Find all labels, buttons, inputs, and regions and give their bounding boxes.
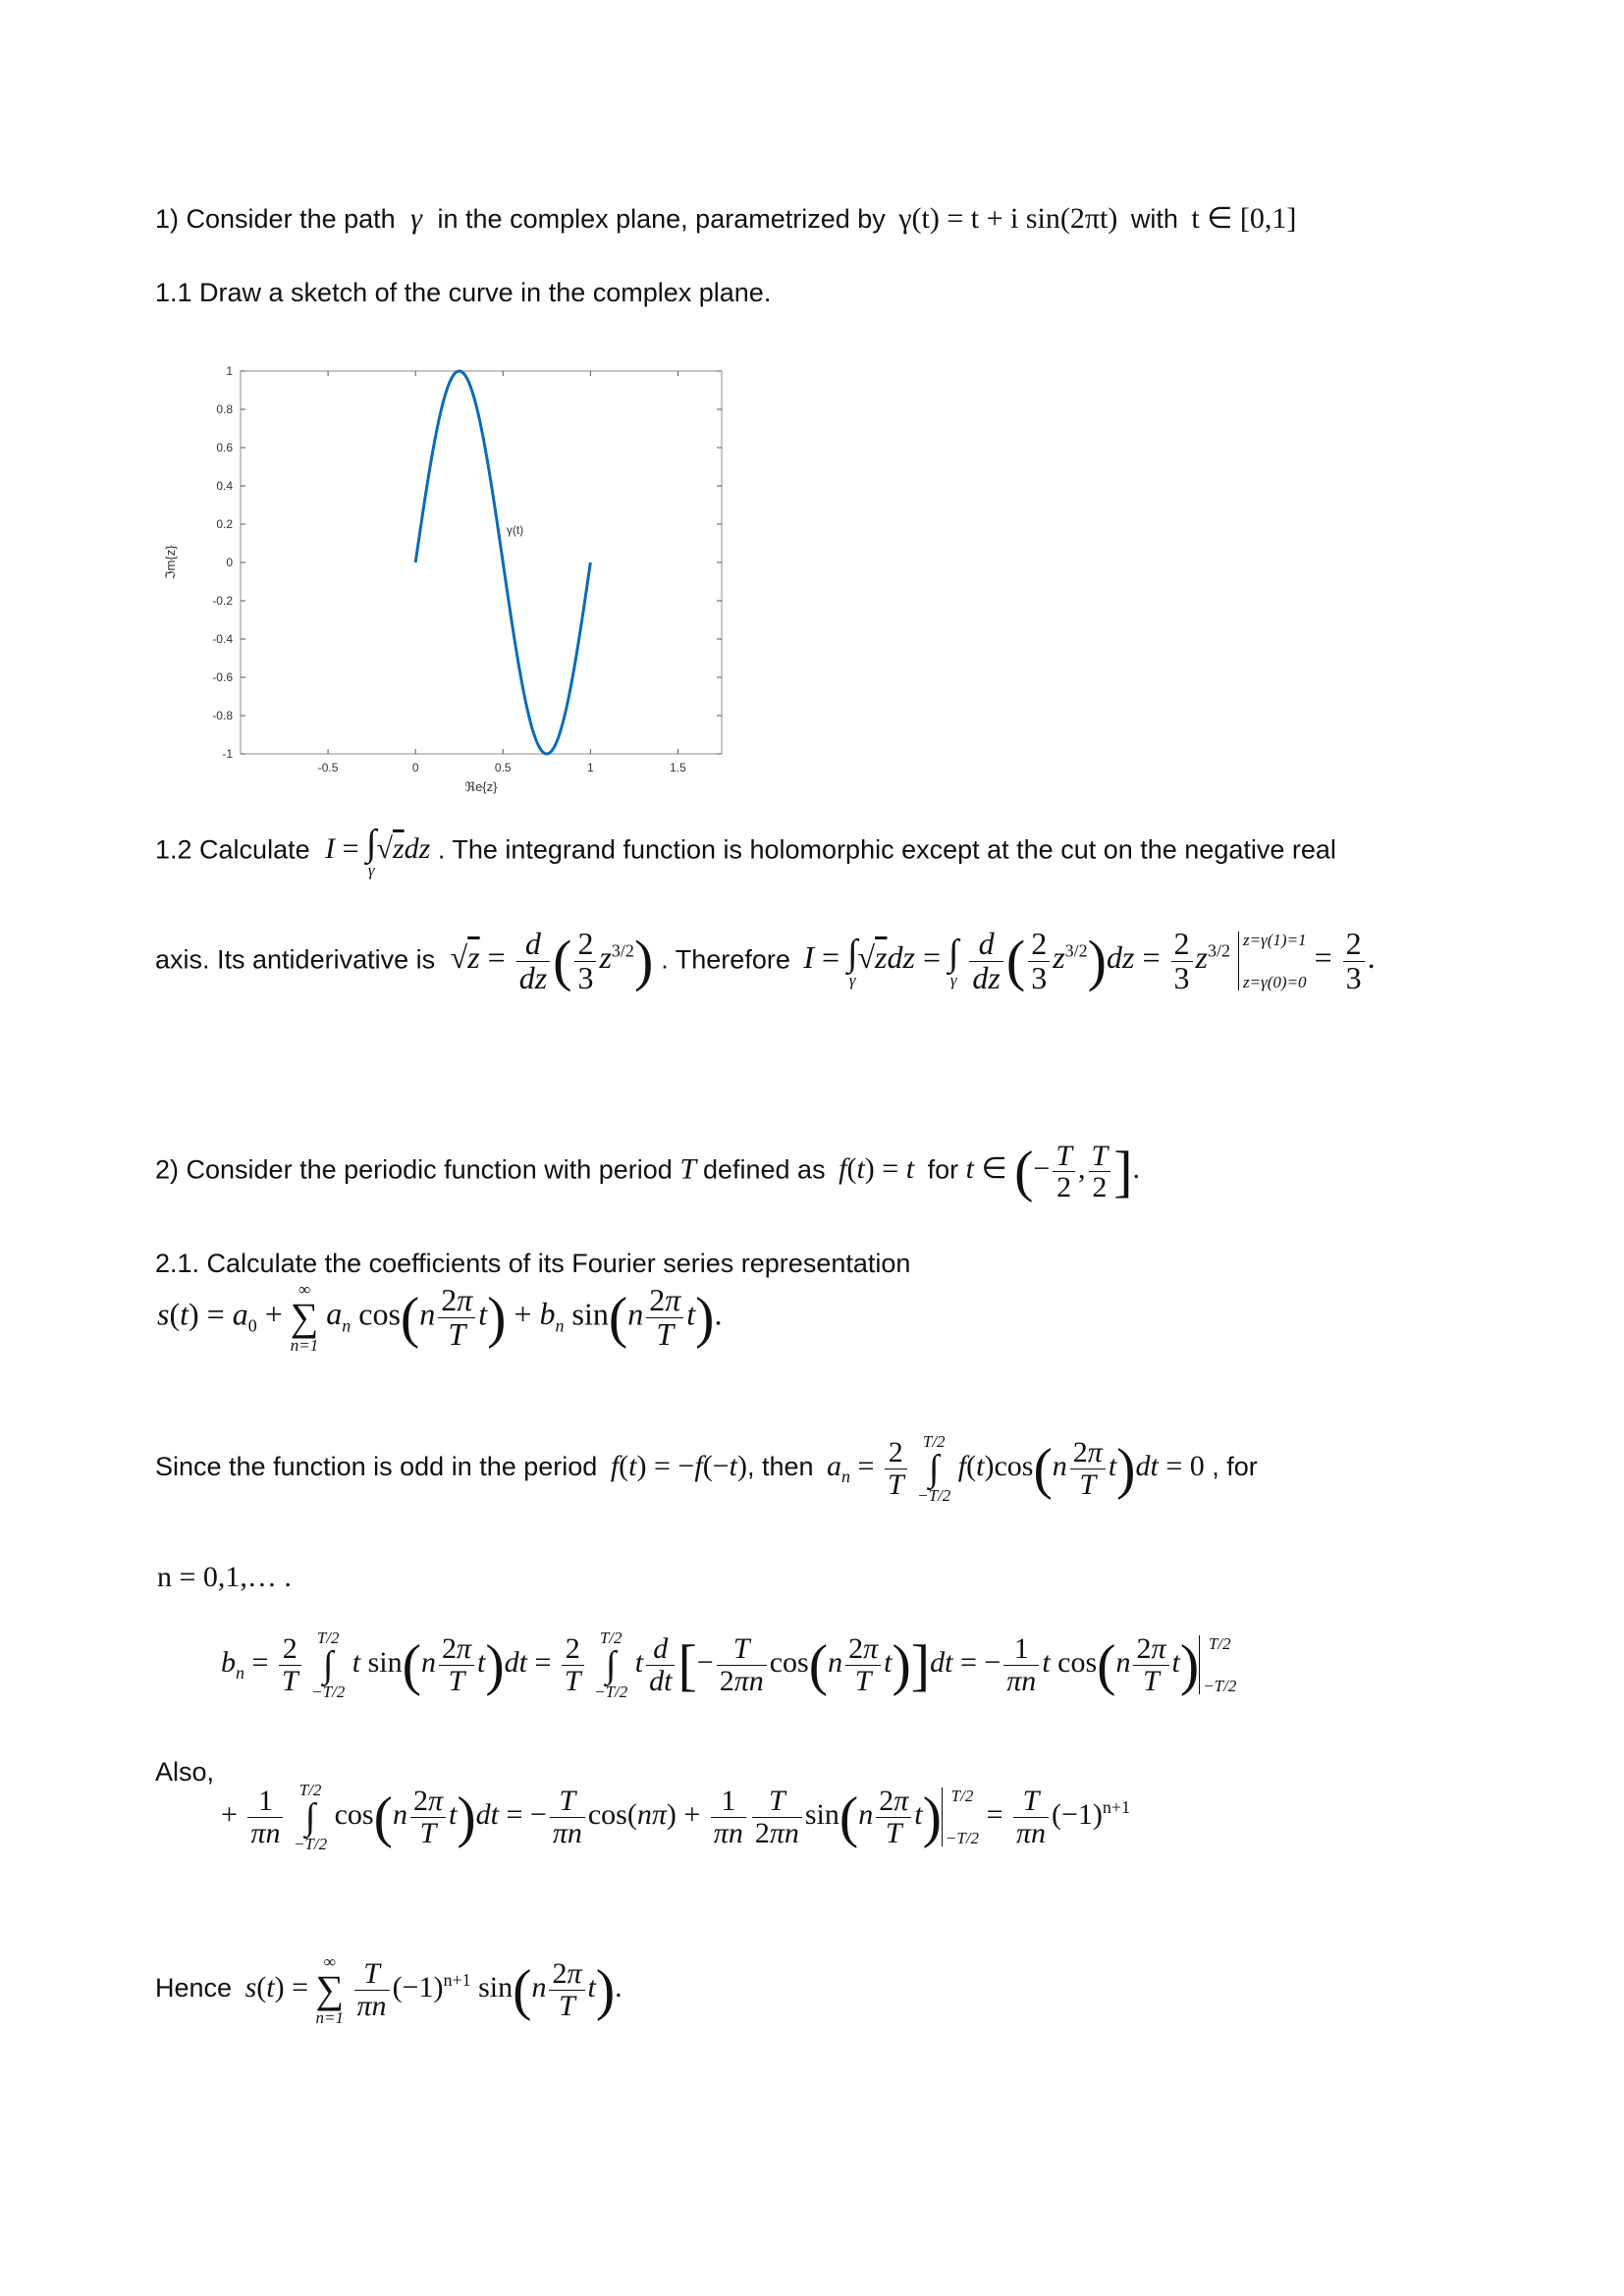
q2-hence-line <box>155 1953 623 2026</box>
f-definition: f(t) = t <box>839 1152 915 1186</box>
y-tick-label: -0.6 <box>212 670 233 684</box>
y-tick-label: 0 <box>226 556 233 569</box>
odd-condition: f(t) = −f(−t) <box>610 1449 747 1482</box>
gamma-symbol: γ <box>410 202 422 235</box>
q2-also: Also, <box>155 1757 215 1787</box>
y-tick-label: -0.4 <box>212 632 233 646</box>
integral-I-expr: I = ∫ γ √zdz <box>325 823 431 880</box>
x-tick-label: 0 <box>411 761 419 774</box>
q1-sub2 <box>155 825 1336 879</box>
b-n-expr: $b_n$ = $\frac{2}{T}$ T/2 ∫ −T/2 t sin(n $\frac{2\pi}{T}$ t)dt = $\frac{2}{T}$ T/2 ∫ −T/2 t $\frac{d}{dt}$ [− $\frac{T}{2\pi n}$ cos(n $\frac{2\pi}{T}$ t)]dt = − $\frac{1}{\pi n}$ t cos(n $\frac{2\pi}{T}$ t) T/2 −T/2 <box>221 1629 1237 1701</box>
curve-annotation: γ(t) <box>506 522 524 537</box>
x-tick-label: -0.5 <box>317 761 339 774</box>
y-tick-label: 0.8 <box>216 402 233 416</box>
q2-odd-line <box>155 1433 1258 1504</box>
q1-intro-mid: in the complex plane, parametrized by <box>437 204 886 234</box>
y-tick-label: 0.6 <box>216 441 233 454</box>
q1-sub2-rest: . The integrand function is holomorphic except at the cut on the negative real <box>437 834 1336 865</box>
x-tick-label: 1 <box>587 761 594 774</box>
x-tick-label: 0.5 <box>494 761 512 774</box>
fourier-series-expr: $s(t) = a_0$ + ∞ ∑ n=1 $a_n$ cos(n $\frac{2\pi}{T}$ $t) + b_n$ sin(n $\frac{2\pi}{T}$ t). <box>157 1280 723 1355</box>
q2-odd-for: , for <box>1212 1451 1258 1481</box>
q1-sub2-lead: 1.2 Calculate <box>155 834 310 865</box>
y-tick-label: -0.2 <box>212 594 233 608</box>
gamma-curve-chart <box>157 353 746 815</box>
q1-axis-lead: axis. Its antiderivative is <box>155 944 436 975</box>
gamma-definition: γ(t) = t + i sin(2πt) <box>898 202 1118 235</box>
y-tick-label: -1 <box>222 747 233 761</box>
x-axis-label: ℜe{z} <box>464 779 498 794</box>
n-range: n = 0,1,… . <box>157 1561 292 1593</box>
period-interval: t ∈ (− $\frac{T}{2}$ , $\frac{T}{2}$ ]. <box>965 1139 1141 1203</box>
q2-intro-lead: 2) Consider the periodic function with period <box>155 1154 673 1185</box>
final-series-expr: s(t) = ∞ ∑ n=1 $\frac{T}{\pi n}$ $(-1)^{n+1}$ sin(n $\frac{2\pi}{T}$ t). <box>244 1952 623 2027</box>
q1-intro-lead: 1) Consider the path <box>155 204 396 234</box>
b-n-continuation-expr: + $\frac{1}{\pi n}$ T/2 ∫ −T/2 cos(n $\frac{2\pi}{T}$ t)dt = − $\frac{T}{\pi n}$ cos(nπ) + $\frac{1}{\pi n}$ $\frac{T}{2\pi n}$ sin(n $\frac{2\pi}{T}$ t) T/2 −T/2 = $\frac{T}{\pi n}$ $(-1)^{n+1}$ <box>221 1781 1131 1853</box>
q1-intro <box>155 201 1296 236</box>
a-n-expr: $a_n$ = $\frac{2}{T}$ T/2 ∫ −T/2 f(t)cos(n $\frac{2\pi}{T}$ t)dt = 0 <box>827 1432 1213 1505</box>
upper-limit: z=γ(1)=1 <box>1242 931 1307 950</box>
y-tick-label: 0.4 <box>216 479 233 493</box>
integral-result-expr: I = ∫ γ √zdz = ∫ γ $\frac{d}{dz}$ ( $\frac{2}{3}$ $z^{3/2})dz$ = $\frac{2}{3}$ $z^{3/2}$ z=γ(1)=1 z=γ(0)=0 = $\frac{2}{3}$ . <box>803 926 1376 995</box>
q2-odd-lead: Since the function is odd in the period <box>155 1451 598 1481</box>
antiderivative-expr: √z = $\frac{d}{dz}$ ( $\frac{2}{3}$ $z^{3/2}$) <box>450 926 654 995</box>
q2-odd-then: , then <box>746 1451 814 1481</box>
q2-sub1: 2.1. Calculate the coefficients of its Fourier series representation <box>155 1249 911 1278</box>
q1-intro-with: with <box>1130 204 1178 234</box>
q2-hence: Hence <box>155 1972 233 2002</box>
q2-intro-mid: defined as <box>702 1154 826 1185</box>
y-axis-label: ℑm{z} <box>163 545 178 580</box>
q1-sub1: 1.1 Draw a sketch of the curve in the complex plane. <box>155 278 772 307</box>
q1-therefore: . Therefore <box>661 944 790 975</box>
y-tick-label: -0.8 <box>212 709 233 722</box>
y-tick-label: 1 <box>226 364 233 378</box>
x-tick-label: 1.5 <box>670 761 686 774</box>
q2-intro-for: for <box>927 1154 959 1185</box>
lower-limit: z=γ(0)=0 <box>1242 973 1307 992</box>
q1-antiderivative-line <box>155 928 1376 994</box>
t-range: t ∈ [0,1] <box>1191 202 1297 235</box>
q2-intro: 2) Consider the periodic function with period T defined as f(t) = t for t ∈ (− $\frac{T}{2}$ , $\frac{T}{2}$ ]. <box>155 1139 1141 1203</box>
chart-axes <box>163 364 722 794</box>
y-tick-label: 0.2 <box>216 517 233 531</box>
